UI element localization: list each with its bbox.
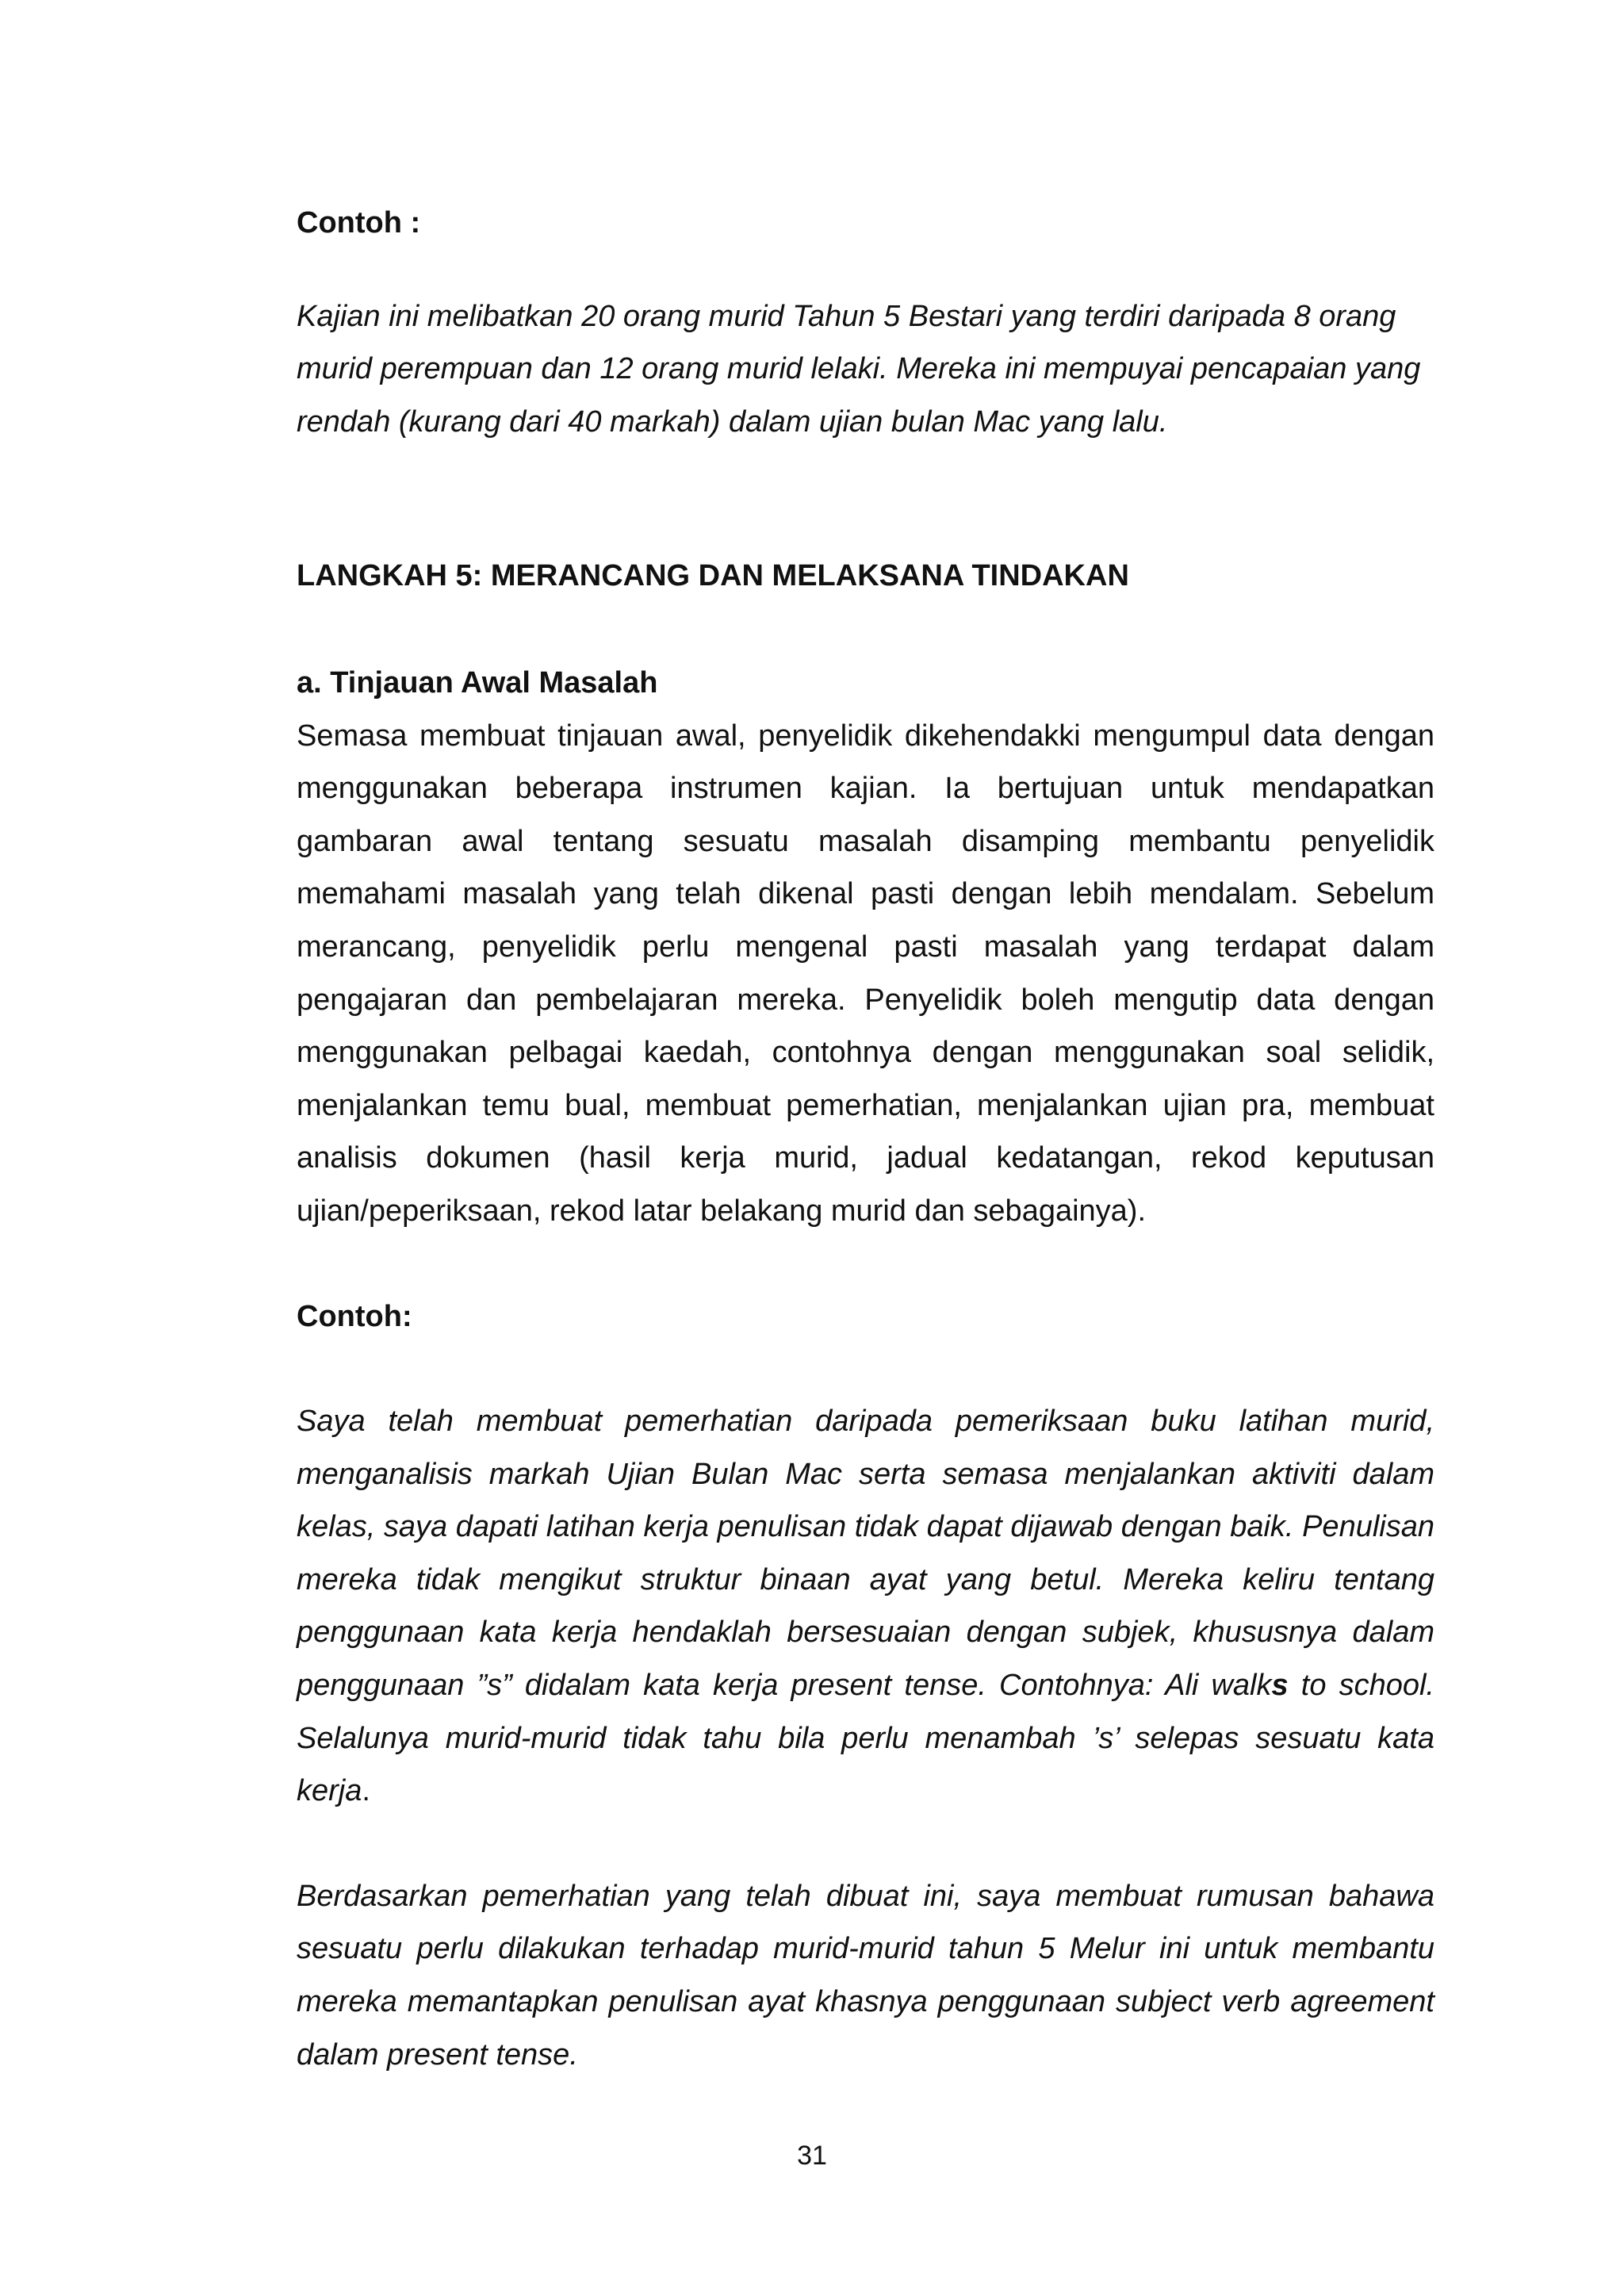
example-paragraph-2-text-after-bold: to school. Selalunya murid-murid tidak tahu bila perlu menambah ’s’ selepas sesuatu kata kerja: [297, 1669, 1434, 1808]
example-paragraph-2: [297, 1395, 1434, 1818]
subheading-initial-survey: a. Tinjauan Awal Masalah: [297, 665, 658, 700]
example-paragraph-2-bold-letter: s: [1271, 1669, 1289, 1703]
step-5-heading: LANGKAH 5: MERANCANG DAN MELAKSANA TINDAKAN: [297, 559, 1129, 593]
example-heading-2: Contoh:: [297, 1299, 412, 1333]
page-number: 31: [797, 2141, 827, 2171]
example-paragraph-3: Berdasarkan pemerhatian yang telah dibuat ini, saya membuat rumusan bahawa sesuatu perlu dilakukan terhadap murid-murid tahun 5 Melur ini untuk membantu mereka memantapkan penulisan ayat khasnya penggunaan subject verb agreement dalam present tense.: [297, 1879, 1434, 2072]
example-paragraph-1: Kajian ini melibatkan 20 orang murid Tahun 5 Bestari yang terdiri daripada 8 orang murid perempuan dan 12 orang murid lelaki. Mereka ini mempuyai pencapaian yang rendah (kurang dari 40 markah) dalam ujian bulan Mac yang lalu.: [297, 299, 1421, 439]
example-paragraph-2-trailing-period: .: [362, 1774, 370, 1808]
example-heading-1: Contoh :: [297, 206, 421, 240]
page-content: [297, 197, 1434, 2081]
initial-survey-paragraph: Semasa membuat tinjauan awal, penyelidik dikehendakki mengumpul data dengan menggunakan beberapa instrumen kajian. Ia bertujuan untuk mendapatkan gambaran awal tentang sesuatu masalah disamping membantu penyelidik memahami masalah yang telah dikenal pasti dengan lebih mendalam. Sebelum merancang, penyelidik perlu mengenal pasti masalah yang terdapat dalam pengajaran dan pembelajaran mereka. Penyelidik boleh mengutip data dengan menggunakan pelbagai kaedah, contohnya dengan menggunakan soal selidik, menjalankan temu bual, membuat pemerhatian, menjalankan ujian pra, membuat analisis dokumen (hasil kerja murid, jadual kedatangan, rekod keputusan ujian/peperiksaan, rekod latar belakang murid dan sebagainya).: [297, 719, 1434, 1228]
example-paragraph-2-text-before-bold: Saya telah membuat pemerhatian daripada pemeriksaan buku latihan murid, menganalisis markah Ujian Bulan Mac serta semasa menjalankan aktiviti dalam kelas, saya dapati latihan kerja penulisan tidak dapat dijawab dengan baik. Penulisan mereka tidak mengikut struktur binaan ayat yang betul. Mereka keliru tentang penggunaan kata kerja hendaklah bersesuaian dengan subjek, khususnya dalam penggunaan ”s” didalam kata kerja present tense. Contohnya: Ali walk: [297, 1405, 1434, 1703]
